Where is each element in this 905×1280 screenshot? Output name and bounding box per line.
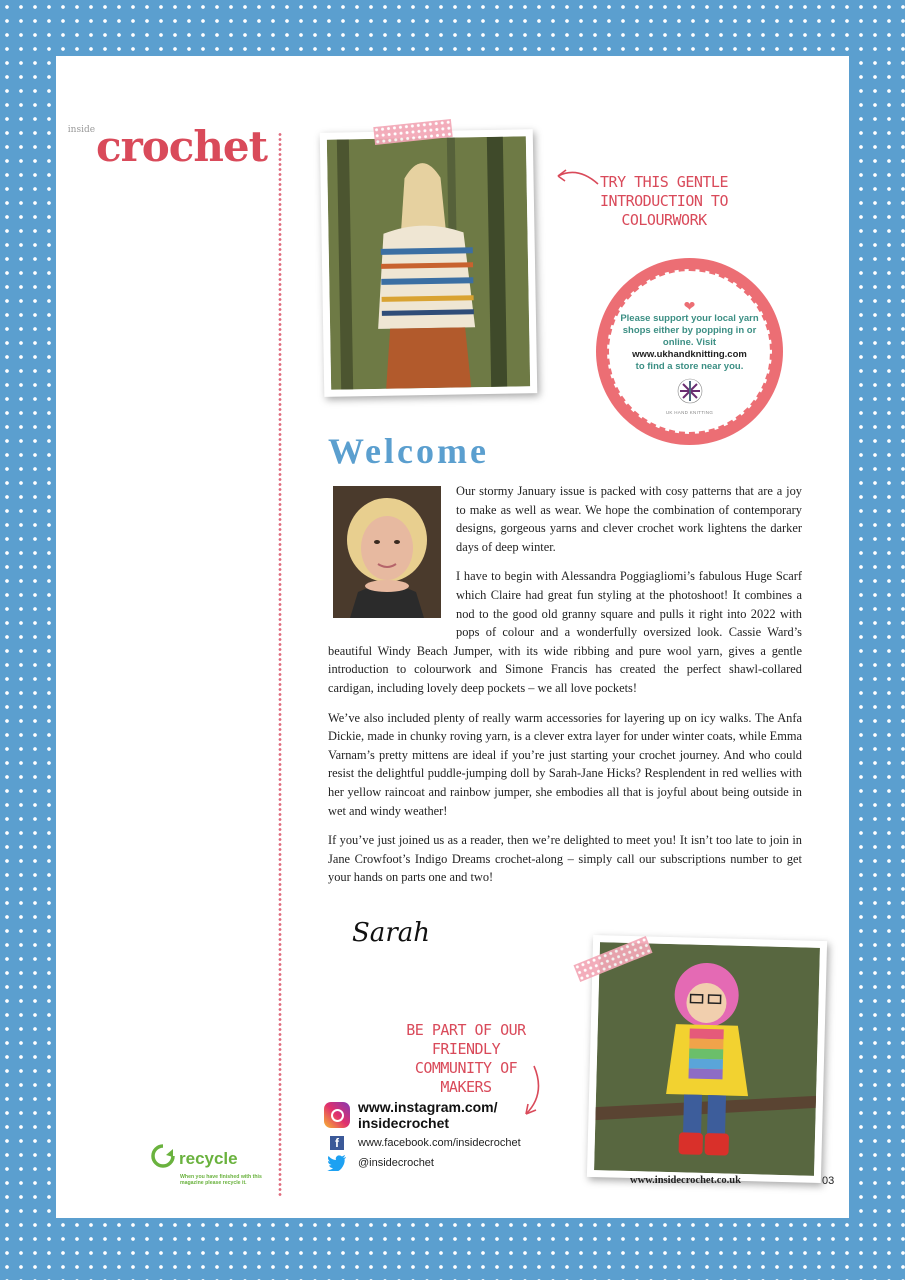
badge-text-2: to find a store near you. [635,361,744,372]
recycle-badge [150,1143,280,1187]
welcome-paragraph-3: We’ve also included plenty of really warm accessories for layering up on icy walks. The Anfa Dickie, made in chunky roving yarn, is a clever extra layer for under winter coats, while Emma Varnam’s pretty mittens are ideal if you’re just starting your crochet journey. And who could resist the delightful puddle-jumping doll by Sarah-Jane Hicks? Resplendent in red wellies with her yellow raincoat and rainbow jumper, she embodies all that is joyful about being outside in wet and windy weather! [328,710,802,818]
recycle-icon [150,1143,176,1174]
welcome-article [328,482,802,898]
instagram-url[interactable]: www.instagram.com/ [358,1099,498,1115]
facebook-icon: f [330,1136,344,1150]
photo-doll [587,935,827,1183]
crochet-doll-image [594,942,820,1176]
instagram-link[interactable] [324,1099,564,1131]
recycle-note: When you have finished with this magazine please recycle it. [180,1174,262,1187]
twitter-icon [327,1155,347,1171]
editor-portrait [328,482,446,622]
welcome-paragraph-2: I have to begin with Alessandra Poggiagliomi’s fabulous Huge Scarf which Claire had great fun styling at the photoshoot! It combines a nod to the good old granny square and pulls it right into 2022 with pops of colour and a wonderfully oversized look. Cassie Ward’s beautiful Windy Beach Jumper, with its wide ribbing and pure wool yarn, gives a gentle introduction to colourwork and Simone Francis has created the perfect shawl-collared cardigan, including lovely deep pockets – we all love pockets! [328,569,802,695]
page-number: 03 [822,1175,835,1187]
magazine-page [56,56,849,1218]
badge-url[interactable]: www.ukhandknitting.com [632,349,747,360]
jumper-model-image [327,136,530,389]
instagram-icon [324,1102,350,1128]
facebook-url[interactable]: www.facebook.com/insidecrochet [358,1137,521,1149]
welcome-paragraph-1: Our stormy January issue is packed with cosy patterns that are a joy to make as well as wear. We hope the combination of contemporary designs, gorgeous yarns and clever crochet work lightens the darker days of deep winter. [456,484,802,554]
heart-icon: ❤ [683,298,696,314]
uk-hand-knitting-logo [666,377,713,415]
yarn-shop-badge [596,258,783,445]
welcome-paragraph-4: If you’ve just joined us as a reader, then we’re delighted to meet you! It isn’t too late to join in Jane Crowfoot’s Indigo Dreams crochet-along – simply call our subscriptions number to get your hands on parts one and two! [328,833,802,885]
social-links [324,1099,564,1176]
facebook-link[interactable] [324,1136,564,1150]
crochet-logo: $^{inside}$crochet [67,122,267,171]
callout-try-gentle: TRY THIS GENTLE INTRODUCTION TO COLOURWORK [600,173,728,229]
instagram-handle[interactable]: insidecrochet [358,1115,450,1131]
badge-brand: UK HAND KNITTING [665,410,714,415]
callout-community: BE PART OF OUR FRIENDLY COMMUNITY OF MAKERS [406,1021,526,1096]
footer-website[interactable]: www.insidecrochet.co.uk [630,1175,741,1186]
twitter-handle[interactable]: @insidecrochet [358,1157,434,1169]
recycle-logo: recycle [179,1148,238,1168]
welcome-heading: Welcome [328,431,489,471]
badge-text-1: Please support your local yarn shops either by popping in or online. Visit [620,313,759,348]
twitter-link[interactable] [324,1155,564,1171]
editor-signature: Sarah [352,918,430,948]
dotted-divider [278,132,282,1197]
photo-jumper [320,129,538,397]
